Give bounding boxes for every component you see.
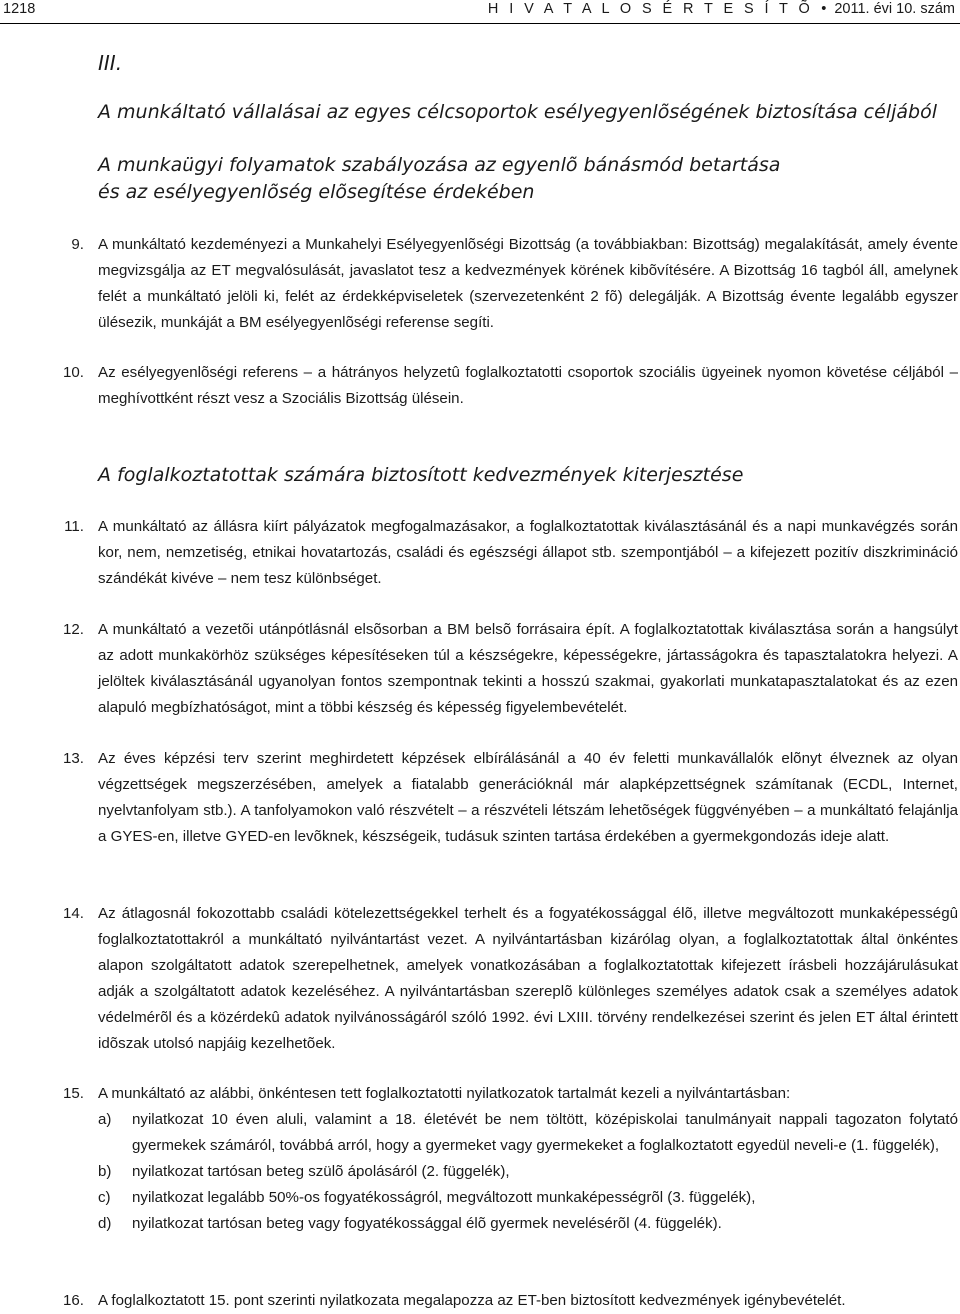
paragraph-text: Az átlagosnál fokozottabb családi kötelezettségekkel terhelt és a fogyatékossággal élõ, illetve megváltozott munkaképességû foglalkoztatottakról a munkáltató nyilvántartást vezet. A nyilvántartásban kizárólag olyan, a foglalkoztatottak által önkéntes alapon szolgáltatott adatok szerepelhetnek, amelyek vonatkozásában a foglalkoztatottak kifejezett írásbeli hozzájárulásukat adják a szolgáltatott adatok kezeléséhez. A nyilvántartásban szereplõ különleges személyes adatok csak a személyes adatok védelmérõl és a közérdekû adatok nyilvánosságáról szóló 1992. évi LXIII. törvény rendelkezései szerint és jelen ET által érintett idõszak utolsó napjáig kezelhetõek. bbox=[98, 905, 958, 1052]
list-item-text: nyilatkozat tartósan beteg vagy fogyatékossággal élõ gyermek nevelésérõl (4. függelék). bbox=[132, 1215, 722, 1232]
paragraph-number: 14. bbox=[63, 905, 84, 922]
list-item-letter: a) bbox=[98, 1111, 112, 1128]
journal-name: H I V A T A L O S É R T E S Í T Õ bbox=[487, 1, 814, 17]
paragraph-number: 15. bbox=[63, 1085, 84, 1102]
list-item-d bbox=[98, 1211, 960, 1237]
page-number: 1218 bbox=[3, 1, 36, 17]
paragraph-9 bbox=[0, 232, 960, 336]
paragraph-15 bbox=[0, 1081, 960, 1237]
paragraph-text: A munkáltató az alábbi, önkéntesen tett foglalkoztatotti nyilatkozatok tartalmát kezeli a nyilvántartásban: bbox=[98, 1085, 791, 1102]
header-bullet: • bbox=[821, 1, 827, 17]
paragraph-12 bbox=[0, 617, 960, 721]
subsection-title: A foglalkoztatottak számára biztosított kedvezmények kiterjesztése bbox=[98, 464, 744, 486]
list-item-letter: c) bbox=[98, 1189, 111, 1206]
section-title: A munkáltató vállalásai az egyes célcsoportok esélyegyenlõségének biztosítása céljából bbox=[98, 101, 937, 123]
list-item-letter: b) bbox=[98, 1163, 112, 1180]
list-item-c bbox=[98, 1185, 960, 1211]
paragraph-number: 16. bbox=[63, 1292, 84, 1309]
list-item-b bbox=[98, 1159, 960, 1185]
paragraph-number: 9. bbox=[71, 236, 84, 253]
paragraph-number: 10. bbox=[63, 364, 84, 381]
section-subtitle bbox=[98, 152, 780, 206]
paragraph-text: A munkáltató a vezetõi utánpótlásnál elsõsorban a BM belsõ forrásaira épít. A foglalkoztatottak kiválasztása során a hangsúlyt az adott munkakörhöz szükséges képesítéseken túl a készségekre, képességekre, jártasságokra és tapasztalatokra helyezi. A jelöltek kiválasztásánál ugyanolyan fontos szempontnak tekinti a hosszú szakmai, gyakorlati munkatapasztalatokat és az ezen alapuló megbízhatóságot, mint a többi készség és képesség figyelembevételét. bbox=[98, 621, 958, 716]
paragraph-10 bbox=[0, 360, 960, 412]
subtitle-line-1: A munkaügyi folyamatok szabályozása az egyenlõ bánásmód betartása bbox=[98, 154, 781, 176]
subtitle-line-2: és az esélyegyenlõség elõsegítése érdekében bbox=[98, 181, 535, 203]
paragraph-text: A munkáltató az állásra kiírt pályázatok megfogalmazásakor, a foglalkoztatottak kiválasztásánál és a napi munkavégzés során kor, nem, nemzetiség, etnikai hovatartozás, családi és egészségi állapot stb. szempontjából – a kifejezett pozitív diszkrimináció szándékát kivéve – nem tesz különbséget. bbox=[98, 518, 958, 587]
list-item-text: nyilatkozat legalább 50%-os fogyatékosságról, megváltozott munkaképességrõl (3. függelék), bbox=[132, 1189, 756, 1206]
paragraph-number: 13. bbox=[63, 750, 84, 767]
paragraph-16 bbox=[0, 1288, 960, 1314]
paragraph-text: A munkáltató kezdeményezi a Munkahelyi Esélyegyenlõségi Bizottság (a továbbiakban: Bizottság) megalakítását, amely évente megvizsgálja az ET megvalósulását, javaslatot tesz a kedvezmények körének kibõvítésére. A Bizottság 16 tagból áll, amelynek felét a munkáltató jelöli ki, felét az érdekképviseletek (szervezetenként 2 fõ) delegálják. A Bizottság évente legalább egyszer ülésezik, munkáját a BM esélyegyenlõségi referense segíti. bbox=[98, 236, 958, 331]
journal-title bbox=[488, 1, 955, 17]
paragraph-11 bbox=[0, 514, 960, 592]
paragraph-number: 11. bbox=[64, 518, 84, 535]
list-item-letter: d) bbox=[98, 1215, 112, 1232]
paragraph-text: Az esélyegyenlõségi referens – a hátrányos helyzetû foglalkoztatotti csoportok szociális ügyeinek nyomon követése céljából – meghívottként részt vesz a Szociális Bizottság ülésein. bbox=[98, 364, 958, 407]
section-number: III. bbox=[98, 51, 123, 75]
paragraph-14 bbox=[0, 901, 960, 1057]
list-item-a bbox=[98, 1107, 960, 1159]
header-rule bbox=[0, 23, 960, 24]
issue-number: 2011. évi 10. szám bbox=[834, 1, 955, 17]
list-item-text: nyilatkozat tartósan beteg szülõ ápolásáról (2. függelék), bbox=[132, 1163, 510, 1180]
page-header bbox=[0, 0, 960, 28]
paragraph-number: 12. bbox=[63, 621, 84, 638]
list-item-text: nyilatkozat 10 éven aluli, valamint a 18. életévét be nem töltött, középiskolai tanulmányait nappali tagozaton folytató gyermekek számáról, továbbá arról, hogy a gyermeket vagy gyermekeket a foglalkoztatott egyedül neveli-e (1. függelék), bbox=[132, 1111, 958, 1154]
paragraph-text: Az éves képzési terv szerint meghirdetett képzések elbírálásánál a 40 év feletti munkavállalók elõnyt élveznek az olyan végzettségek megszerzésében, amelyek a fiatalabb generációknál már alapképzettségnek számítanak (ECDL, Internet, nyelvtanfolyam stb.). A tanfolyamokon való részvételt – a részvételi létszám lehetõségek függvényében – a munkáltató felajánlja a GYES-en, illetve GYED-en levõknek, készségeik, tudásuk szinten tartása érdekében a gyermekgondozás ideje alatt. bbox=[98, 750, 958, 845]
paragraph-text: A foglalkoztatott 15. pont szerinti nyilatkozata megalapozza az ET-ben biztosított kedvezmények igénybevételét. bbox=[98, 1292, 846, 1309]
paragraph-13 bbox=[0, 746, 960, 850]
